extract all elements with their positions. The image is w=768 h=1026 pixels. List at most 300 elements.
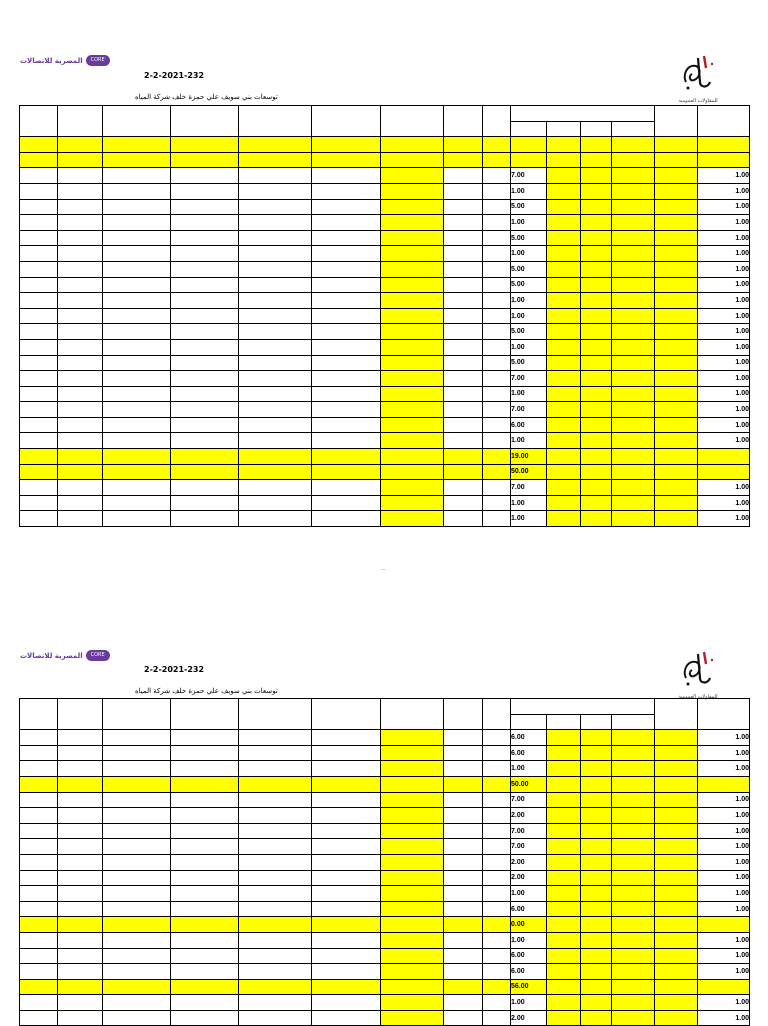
length-cell: 6.00 [511, 964, 547, 980]
empty-cell [444, 480, 483, 496]
empty-cell [312, 886, 381, 902]
empty-cell [547, 168, 581, 184]
empty-cell [381, 808, 444, 824]
quantity-cell: 1.00 [698, 355, 750, 371]
empty-cell [58, 230, 103, 246]
empty-cell [483, 948, 511, 964]
empty-cell [312, 730, 381, 746]
empty-cell [444, 511, 483, 527]
empty-cell [444, 433, 483, 449]
quantity-cell: 1.00 [698, 886, 750, 902]
empty-cell [171, 839, 239, 855]
quantity-cell [698, 917, 750, 933]
empty-cell [103, 886, 171, 902]
table-row [20, 433, 750, 449]
empty-cell [483, 417, 511, 433]
empty-cell [547, 495, 581, 511]
table-row [20, 948, 750, 964]
empty-cell [103, 324, 171, 340]
empty-cell [655, 932, 698, 948]
empty-cell [381, 932, 444, 948]
empty-cell [612, 277, 655, 293]
empty-cell [20, 277, 58, 293]
telecom-logo-pill: CORE [86, 650, 110, 661]
empty-cell [483, 917, 511, 933]
empty-cell [103, 995, 171, 1011]
length-cell: 2.00 [511, 1010, 547, 1026]
empty-cell [239, 745, 312, 761]
quantity-cell: 1.00 [698, 823, 750, 839]
empty-cell [58, 433, 103, 449]
empty-cell [239, 901, 312, 917]
empty-cell [381, 293, 444, 309]
empty-cell [444, 854, 483, 870]
empty-cell [312, 854, 381, 870]
empty-cell [655, 183, 698, 199]
table-row [20, 402, 750, 418]
empty-cell [312, 402, 381, 418]
table-row [20, 277, 750, 293]
quantity-cell: 1.00 [698, 808, 750, 824]
empty-cell [58, 870, 103, 886]
empty-cell [547, 839, 581, 855]
empty-cell [381, 402, 444, 418]
empty-cell [103, 215, 171, 231]
empty-cell [20, 886, 58, 902]
empty-cell [547, 730, 581, 746]
empty-cell [581, 246, 612, 262]
empty-cell [581, 168, 612, 184]
empty-cell [612, 745, 655, 761]
quantity-cell: 1.00 [698, 901, 750, 917]
length-cell: 2.00 [511, 808, 547, 824]
table-row [20, 417, 750, 433]
empty-cell [612, 417, 655, 433]
empty-cell [239, 480, 312, 496]
empty-cell [20, 308, 58, 324]
empty-cell [612, 261, 655, 277]
empty-cell [103, 386, 171, 402]
empty-cell [483, 932, 511, 948]
empty-cell [444, 886, 483, 902]
empty-cell [58, 854, 103, 870]
empty-cell [655, 886, 698, 902]
empty-cell [239, 246, 312, 262]
length-cell: 56.00 [511, 979, 547, 995]
empty-cell [103, 792, 171, 808]
table-row [20, 261, 750, 277]
empty-cell [103, 511, 171, 527]
empty-cell [312, 168, 381, 184]
empty-cell [547, 932, 581, 948]
empty-cell [58, 261, 103, 277]
empty-cell [444, 776, 483, 792]
length-cell: 1.00 [511, 386, 547, 402]
length-cell: 1.00 [511, 511, 547, 527]
empty-cell [581, 449, 612, 465]
empty-cell [20, 745, 58, 761]
empty-cell [239, 324, 312, 340]
empty-cell [58, 449, 103, 465]
table-row [20, 730, 750, 746]
table-row [20, 199, 750, 215]
empty-cell [444, 730, 483, 746]
quantity-cell: 1.00 [698, 339, 750, 355]
empty-cell [239, 308, 312, 324]
empty-cell [581, 183, 612, 199]
empty-cell [655, 293, 698, 309]
empty-cell [444, 183, 483, 199]
empty-cell [312, 917, 381, 933]
empty-cell [239, 964, 312, 980]
empty-cell [483, 261, 511, 277]
empty-cell [612, 776, 655, 792]
empty-cell [20, 293, 58, 309]
empty-cell [103, 308, 171, 324]
empty-cell [239, 839, 312, 855]
empty-cell [312, 964, 381, 980]
empty-cell [58, 511, 103, 527]
telecom-logo [20, 650, 110, 661]
length-cell: 1.00 [511, 886, 547, 902]
table-row [20, 854, 750, 870]
quantity-cell [698, 464, 750, 480]
empty-cell [171, 745, 239, 761]
empty-cell [58, 979, 103, 995]
empty-cell [547, 901, 581, 917]
empty-cell [239, 917, 312, 933]
empty-cell [444, 339, 483, 355]
empty-cell [103, 277, 171, 293]
empty-cell [58, 730, 103, 746]
empty-cell [547, 745, 581, 761]
empty-cell [547, 511, 581, 527]
empty-cell [612, 495, 655, 511]
length-cell: 7.00 [511, 168, 547, 184]
empty-cell [612, 730, 655, 746]
empty-cell [20, 948, 58, 964]
length-cell: 50.00 [511, 776, 547, 792]
empty-cell [581, 917, 612, 933]
empty-cell [58, 995, 103, 1011]
empty-cell [312, 308, 381, 324]
empty-cell [581, 433, 612, 449]
empty-cell [655, 261, 698, 277]
empty-cell [547, 464, 581, 480]
length-cell: 7.00 [511, 480, 547, 496]
empty-cell [581, 339, 612, 355]
empty-cell [444, 230, 483, 246]
empty-cell [444, 870, 483, 886]
empty-cell [20, 979, 58, 995]
empty-cell [20, 823, 58, 839]
empty-cell [444, 964, 483, 980]
quantity-cell: 1.00 [698, 324, 750, 340]
empty-cell [381, 901, 444, 917]
quantity-cell: 1.00 [698, 839, 750, 855]
empty-cell [20, 808, 58, 824]
empty-cell [581, 230, 612, 246]
empty-cell [103, 901, 171, 917]
quantity-cell: 1.00 [698, 730, 750, 746]
empty-cell [547, 371, 581, 387]
quantity-cell: 1.00 [698, 433, 750, 449]
empty-cell [171, 917, 239, 933]
length-cell: 7.00 [511, 823, 547, 839]
empty-cell [312, 355, 381, 371]
empty-cell [20, 511, 58, 527]
empty-cell [239, 215, 312, 231]
empty-cell [581, 964, 612, 980]
empty-cell [547, 792, 581, 808]
empty-cell [381, 230, 444, 246]
empty-cell [312, 199, 381, 215]
quantity-cell: 1.00 [698, 230, 750, 246]
empty-cell [444, 386, 483, 402]
empty-cell [103, 402, 171, 418]
empty-cell [58, 745, 103, 761]
length-cell: 5.00 [511, 261, 547, 277]
empty-cell [103, 730, 171, 746]
contractor-logo [668, 52, 728, 104]
empty-cell [612, 168, 655, 184]
empty-cell [58, 339, 103, 355]
empty-cell [239, 995, 312, 1011]
empty-cell [312, 979, 381, 995]
empty-cell [655, 417, 698, 433]
empty-cell [483, 371, 511, 387]
empty-cell [547, 277, 581, 293]
table-row [20, 324, 750, 340]
empty-cell [547, 355, 581, 371]
empty-cell [58, 402, 103, 418]
empty-cell [655, 761, 698, 777]
empty-cell [103, 261, 171, 277]
empty-cell [381, 277, 444, 293]
empty-cell [20, 964, 58, 980]
empty-cell [612, 183, 655, 199]
length-cell: 6.00 [511, 901, 547, 917]
empty-cell [547, 776, 581, 792]
empty-cell [655, 386, 698, 402]
empty-cell [612, 230, 655, 246]
empty-cell [444, 792, 483, 808]
empty-cell [103, 917, 171, 933]
empty-cell [312, 839, 381, 855]
empty-cell [312, 215, 381, 231]
empty-cell [444, 917, 483, 933]
empty-cell [655, 730, 698, 746]
empty-cell [171, 324, 239, 340]
empty-cell [312, 371, 381, 387]
empty-cell [444, 277, 483, 293]
empty-cell [312, 792, 381, 808]
length-cell: 6.00 [511, 948, 547, 964]
empty-cell [171, 511, 239, 527]
empty-cell [612, 995, 655, 1011]
empty-cell [612, 886, 655, 902]
empty-cell [239, 183, 312, 199]
empty-cell [381, 917, 444, 933]
empty-cell [547, 948, 581, 964]
empty-cell [381, 792, 444, 808]
empty-cell [312, 948, 381, 964]
empty-cell [612, 511, 655, 527]
empty-cell [483, 402, 511, 418]
empty-cell [171, 215, 239, 231]
empty-cell [581, 417, 612, 433]
empty-cell [381, 464, 444, 480]
empty-cell [547, 449, 581, 465]
data-table [19, 698, 750, 1026]
empty-cell [312, 293, 381, 309]
empty-cell [58, 792, 103, 808]
empty-cell [239, 808, 312, 824]
empty-cell [581, 199, 612, 215]
quantity-cell: 1.00 [698, 261, 750, 277]
empty-cell [581, 776, 612, 792]
length-cell: 1.00 [511, 293, 547, 309]
length-cell: 2.00 [511, 870, 547, 886]
empty-cell [103, 371, 171, 387]
table-row [20, 293, 750, 309]
table-row [20, 886, 750, 902]
empty-cell [239, 402, 312, 418]
telecom-logo-pill: CORE [86, 55, 110, 66]
empty-cell [547, 402, 581, 418]
empty-cell [312, 433, 381, 449]
empty-cell [381, 761, 444, 777]
empty-cell [312, 995, 381, 1011]
empty-cell [612, 948, 655, 964]
empty-cell [58, 776, 103, 792]
table-row [20, 215, 750, 231]
document-subtitle: توسعات بني سويف علي حمزة خلف شركة المياه [135, 93, 278, 101]
empty-cell [58, 308, 103, 324]
empty-cell [547, 854, 581, 870]
empty-cell [58, 839, 103, 855]
quantity-cell [698, 449, 750, 465]
empty-cell [547, 199, 581, 215]
empty-cell [581, 979, 612, 995]
empty-cell [381, 183, 444, 199]
empty-cell [103, 433, 171, 449]
empty-cell [312, 386, 381, 402]
empty-cell [381, 246, 444, 262]
quantity-cell: 1.00 [698, 293, 750, 309]
subtotal-row [20, 979, 750, 995]
empty-cell [58, 495, 103, 511]
empty-cell [239, 730, 312, 746]
empty-cell [444, 995, 483, 1011]
quantity-cell [698, 979, 750, 995]
empty-cell [612, 449, 655, 465]
empty-cell [171, 199, 239, 215]
empty-cell [655, 324, 698, 340]
empty-cell [655, 339, 698, 355]
calligraphy-logo-icon [678, 648, 718, 690]
empty-cell [103, 979, 171, 995]
empty-cell [444, 215, 483, 231]
length-cell: 50.00 [511, 464, 547, 480]
empty-cell [581, 293, 612, 309]
empty-cell [103, 761, 171, 777]
empty-cell [171, 730, 239, 746]
empty-cell [483, 449, 511, 465]
empty-cell [103, 932, 171, 948]
empty-cell [103, 808, 171, 824]
empty-cell [312, 324, 381, 340]
table-row [20, 339, 750, 355]
empty-cell [483, 464, 511, 480]
empty-cell [581, 480, 612, 496]
empty-cell [239, 761, 312, 777]
empty-cell [171, 948, 239, 964]
empty-cell [239, 386, 312, 402]
empty-cell [103, 495, 171, 511]
subtotal-row [20, 449, 750, 465]
empty-cell [381, 371, 444, 387]
empty-cell [171, 433, 239, 449]
table-row [20, 168, 750, 184]
empty-cell [239, 261, 312, 277]
empty-cell [483, 230, 511, 246]
empty-cell [655, 808, 698, 824]
empty-cell [312, 480, 381, 496]
empty-cell [103, 199, 171, 215]
empty-cell [483, 183, 511, 199]
table-row [20, 230, 750, 246]
empty-cell [547, 808, 581, 824]
empty-cell [483, 215, 511, 231]
empty-cell [58, 932, 103, 948]
empty-cell [239, 230, 312, 246]
empty-cell [103, 776, 171, 792]
empty-cell [381, 168, 444, 184]
empty-cell [612, 761, 655, 777]
table-row [20, 808, 750, 824]
empty-cell [58, 215, 103, 231]
table-row [20, 480, 750, 496]
empty-cell [444, 449, 483, 465]
empty-cell [20, 730, 58, 746]
empty-cell [547, 386, 581, 402]
empty-cell [239, 339, 312, 355]
empty-cell [655, 901, 698, 917]
empty-cell [483, 293, 511, 309]
section-header-row [20, 137, 750, 153]
empty-cell [547, 886, 581, 902]
table-row [20, 183, 750, 199]
empty-cell [312, 230, 381, 246]
empty-cell [20, 776, 58, 792]
table-header-row [20, 699, 750, 715]
data-table [19, 105, 750, 527]
empty-cell [444, 979, 483, 995]
quantity-cell: 1.00 [698, 402, 750, 418]
empty-cell [171, 168, 239, 184]
empty-cell [547, 339, 581, 355]
empty-cell [547, 417, 581, 433]
empty-cell [312, 183, 381, 199]
empty-cell [171, 417, 239, 433]
empty-cell [20, 339, 58, 355]
empty-cell [547, 870, 581, 886]
length-cell: 19.00 [511, 449, 547, 465]
empty-cell [239, 199, 312, 215]
empty-cell [483, 792, 511, 808]
empty-cell [381, 964, 444, 980]
